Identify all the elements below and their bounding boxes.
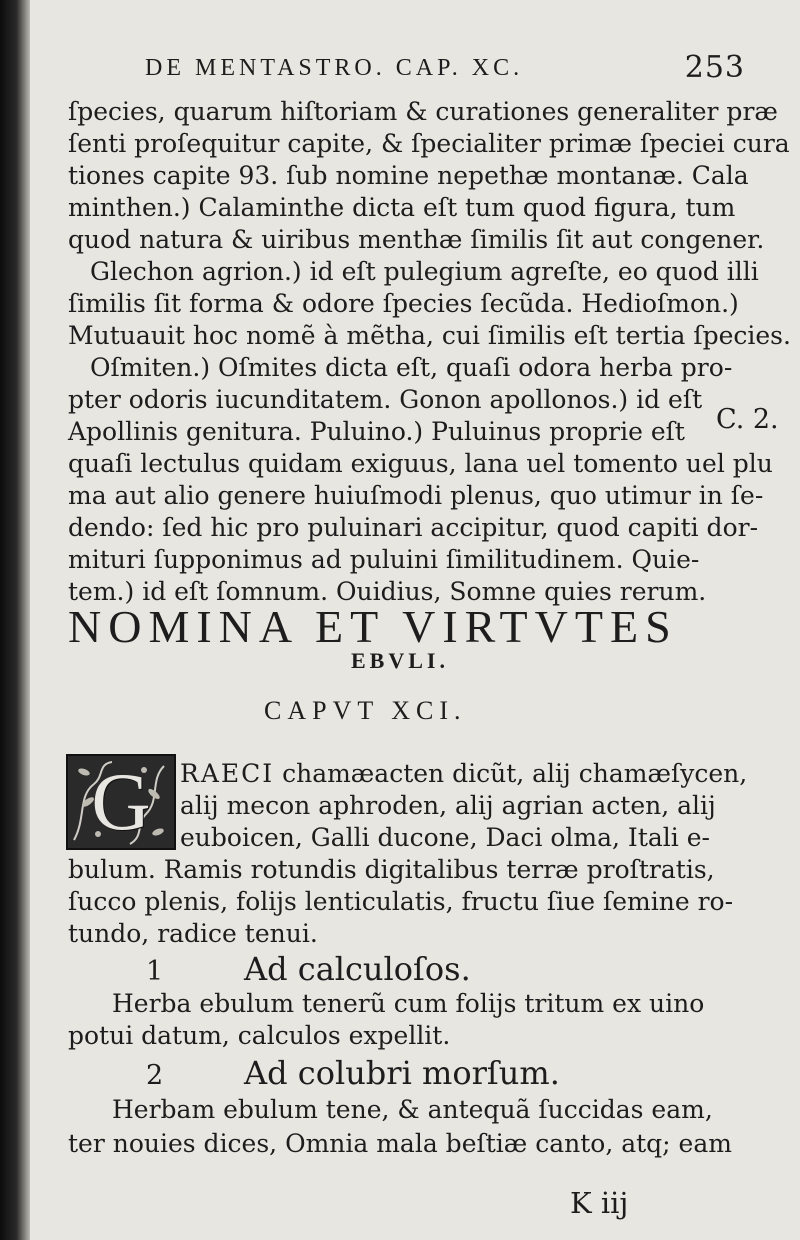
text-line: quod natura & uiribus menthæ ſimilis ſit aut congener. bbox=[68, 225, 765, 254]
chapter-subtitle: EBVLI. bbox=[351, 648, 449, 673]
running-title: DE MENTASTRO. CAP. XC. bbox=[145, 55, 524, 81]
text-line: Apollinis genitura. Puluino.) Puluinus proprie eſt bbox=[68, 417, 685, 446]
opening-line bbox=[180, 758, 748, 790]
text-line: ter nouies dices, Omnia mala beſtiæ canto, atq; eam bbox=[68, 1129, 732, 1158]
text-line: dendo: ſed hic pro puluinari accipitur, quod capiti dor- bbox=[68, 513, 759, 542]
opening-word: RAECI bbox=[180, 759, 275, 788]
text-line: Herbam ebulum tene, & antequã ſuccidas eam, bbox=[112, 1095, 713, 1124]
text-line: pter odoris iucunditatem. Gonon apollonos.) id eſt bbox=[68, 385, 703, 414]
remedy-number: 2 bbox=[146, 1060, 164, 1091]
text-line: minthen.) Calaminthe dicta eſt tum quod figura, tum bbox=[68, 193, 736, 222]
text-line: ſenti proſequitur capite, & ſpecialiter primæ ſpeciei cura bbox=[68, 129, 790, 158]
margin-note: C. 2. bbox=[716, 404, 779, 435]
text-line: quaſi lectulus quidam exiguus, lana uel tomento uel plu bbox=[68, 449, 773, 478]
chapter-number: CAPVT XCI. bbox=[264, 696, 467, 725]
text-line: ſpecies, quarum hiſtoriam & curationes generaliter præ bbox=[68, 97, 778, 126]
text-line: tem.) id eſt ſomnum. Ouidius, Somne quies rerum. bbox=[68, 577, 707, 606]
chapter-title: NOMINA ET VIRTVTES bbox=[68, 601, 678, 652]
text-line: ſucco plenis, folijs lenticulatis, fructu ſiue ſemine ro- bbox=[68, 887, 734, 916]
page-number: 253 bbox=[684, 50, 745, 85]
signature-mark: K iij bbox=[570, 1186, 629, 1220]
text-line: euboicen, Galli ducone, Daci olma, Itali e- bbox=[180, 823, 710, 852]
text-line: Oſmiten.) Oſmites dicta eſt, quaſi odora herba pro- bbox=[90, 353, 733, 382]
remedy-number: 1 bbox=[146, 956, 164, 987]
text-line: Mutuauit hoc nomẽ à mẽtha, cui ſimilis eſt tertia ſpecies. bbox=[68, 321, 791, 350]
text-line: bulum. Ramis rotundis digitalibus terræ proſtratis, bbox=[68, 855, 715, 884]
text-line: mituri ſupponimus ad puluini ſimilitudinem. Quie- bbox=[68, 545, 700, 574]
text-line: potui datum, calculos expellit. bbox=[68, 1021, 451, 1050]
text-line: alij mecon aphroden, alij agrian acten, alij bbox=[180, 791, 716, 820]
text-line: ma aut alio genere huiuſmodi plenus, quo utimur in ſe- bbox=[68, 481, 764, 510]
opening-text: chamæacten dicũt, alij chamæſycen, bbox=[282, 759, 748, 788]
decorated-initial bbox=[66, 754, 176, 850]
remedy-heading: Ad calculoſos. bbox=[244, 950, 471, 988]
running-header bbox=[60, 46, 745, 90]
text-line: tundo, radice tenui. bbox=[68, 919, 318, 948]
drop-cap-letter: G bbox=[91, 756, 151, 847]
page-binding-shadow bbox=[0, 0, 30, 1240]
text-line: ſimilis ſit forma & odore ſpecies ſecũda. Hedioſmon.) bbox=[68, 289, 739, 318]
remedy-heading: Ad colubri morſum. bbox=[244, 1054, 560, 1092]
text-line: Herba ebulum tenerũ cum folijs tritum ex uino bbox=[112, 989, 705, 1018]
text-line: Glechon agrion.) id eſt pulegium agreſte, eo quod illi bbox=[90, 257, 759, 286]
text-line: tiones capite 93. ſub nomine nepethæ montanæ. Cala bbox=[68, 161, 749, 190]
